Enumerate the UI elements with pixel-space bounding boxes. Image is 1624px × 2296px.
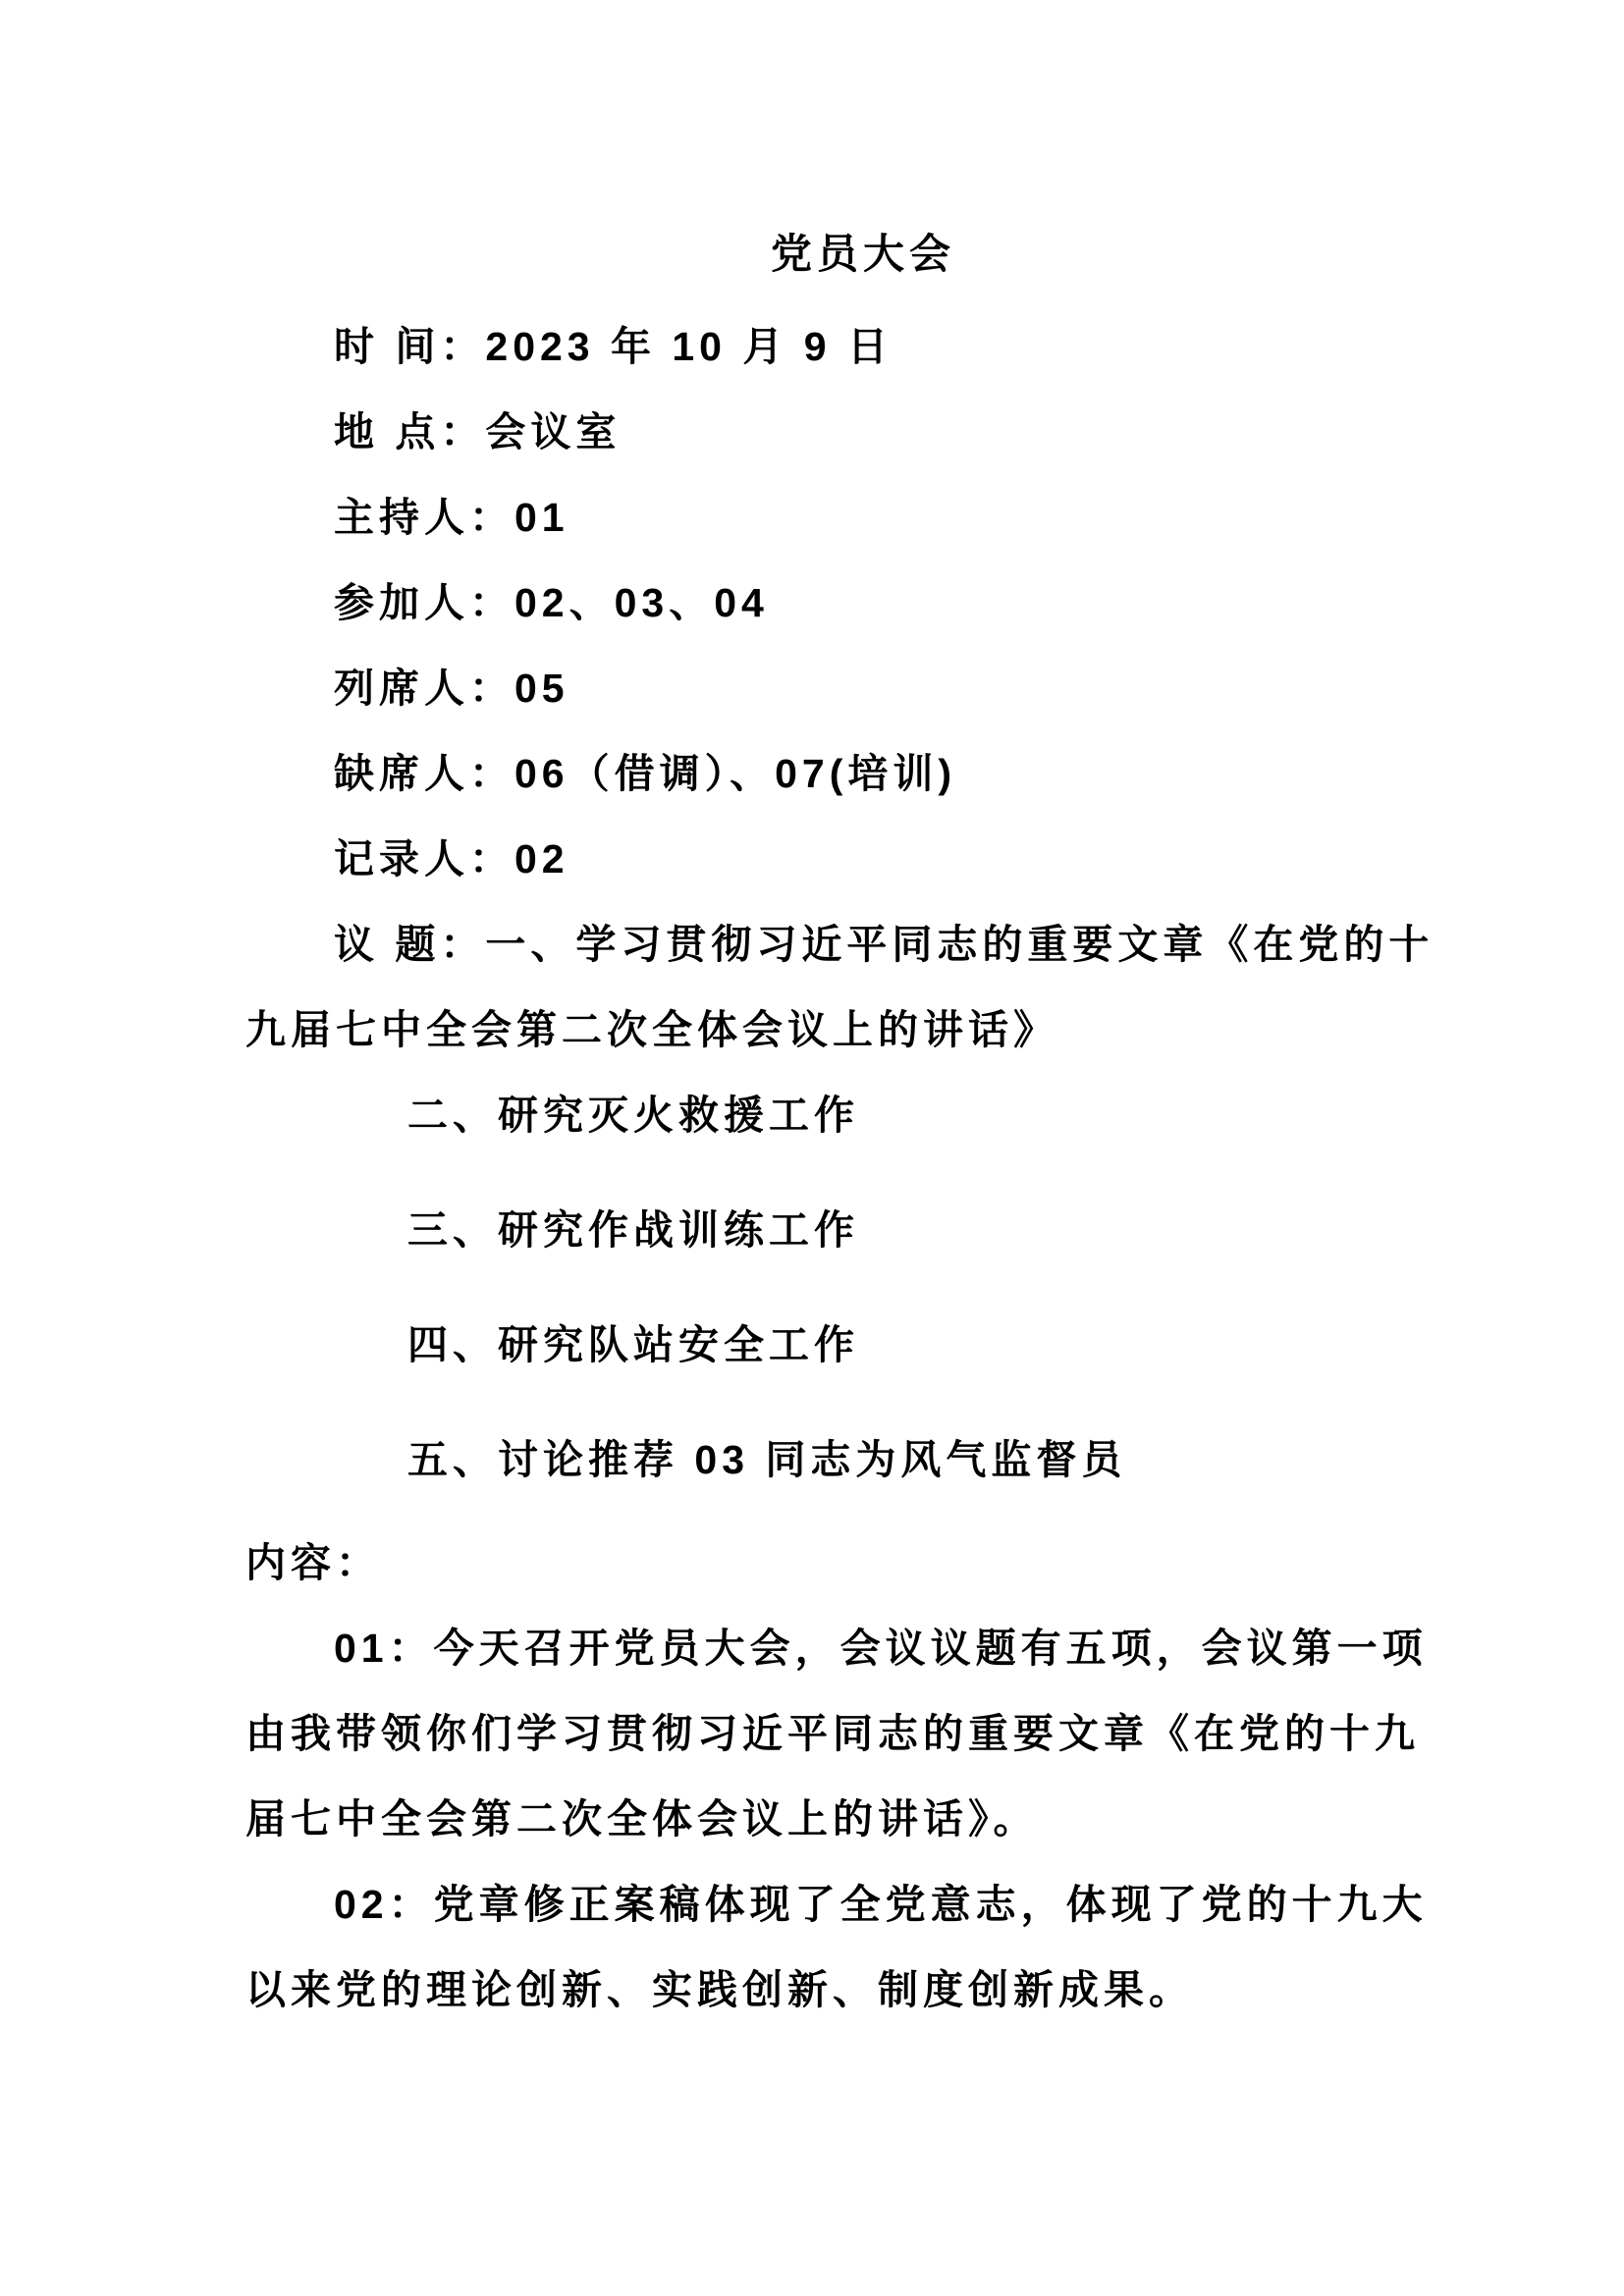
agenda-item-2: 二、研究灭火救援工作	[407, 1093, 859, 1138]
paragraph-01-line-1: 01：今天召开党员大会，会议议题有五项，会议第一项	[334, 1626, 1428, 1671]
topic-line-2: 九届七中全会第二次全体会议上的讲话》	[245, 1007, 1058, 1052]
meta-line-host: 主持人：01	[334, 495, 569, 540]
meta-line-recorder: 记录人：02	[334, 836, 569, 881]
meta-line-attendees: 参加人：02、03、04	[334, 580, 769, 625]
paragraph-01-line-3: 届七中全会第二次全体会议上的讲话》。	[245, 1796, 1039, 1842]
document-title: 党员大会	[770, 231, 955, 277]
content-label: 内容：	[245, 1540, 381, 1585]
topic-line-1: 议 题：一、学习贯彻习近平同志的重要文章《在党的十	[334, 922, 1435, 967]
meta-line-observers: 列席人：05	[334, 666, 569, 711]
meta-line-absentees: 缺席人：06（借调）、07(培训)	[334, 751, 957, 796]
meta-line-time: 时 间：2023 年 10 月 9 日	[334, 324, 893, 369]
paragraph-02-line-1: 02：党章修正案稿体现了全党意志，体现了党的十九大	[334, 1882, 1428, 1927]
agenda-item-5: 五、讨论推荐 03 同志为风气监督员	[407, 1437, 1127, 1482]
agenda-item-4: 四、研究队站安全工作	[407, 1322, 859, 1367]
paragraph-02-line-2: 以来党的理论创新、实践创新、制度创新成果。	[245, 1967, 1194, 2012]
meta-line-place: 地 点：会议室	[334, 409, 622, 454]
agenda-item-3: 三、研究作战训练工作	[407, 1207, 859, 1253]
paragraph-01-line-2: 由我带领你们学习贯彻习近平同志的重要文章《在党的十九	[245, 1711, 1420, 1756]
